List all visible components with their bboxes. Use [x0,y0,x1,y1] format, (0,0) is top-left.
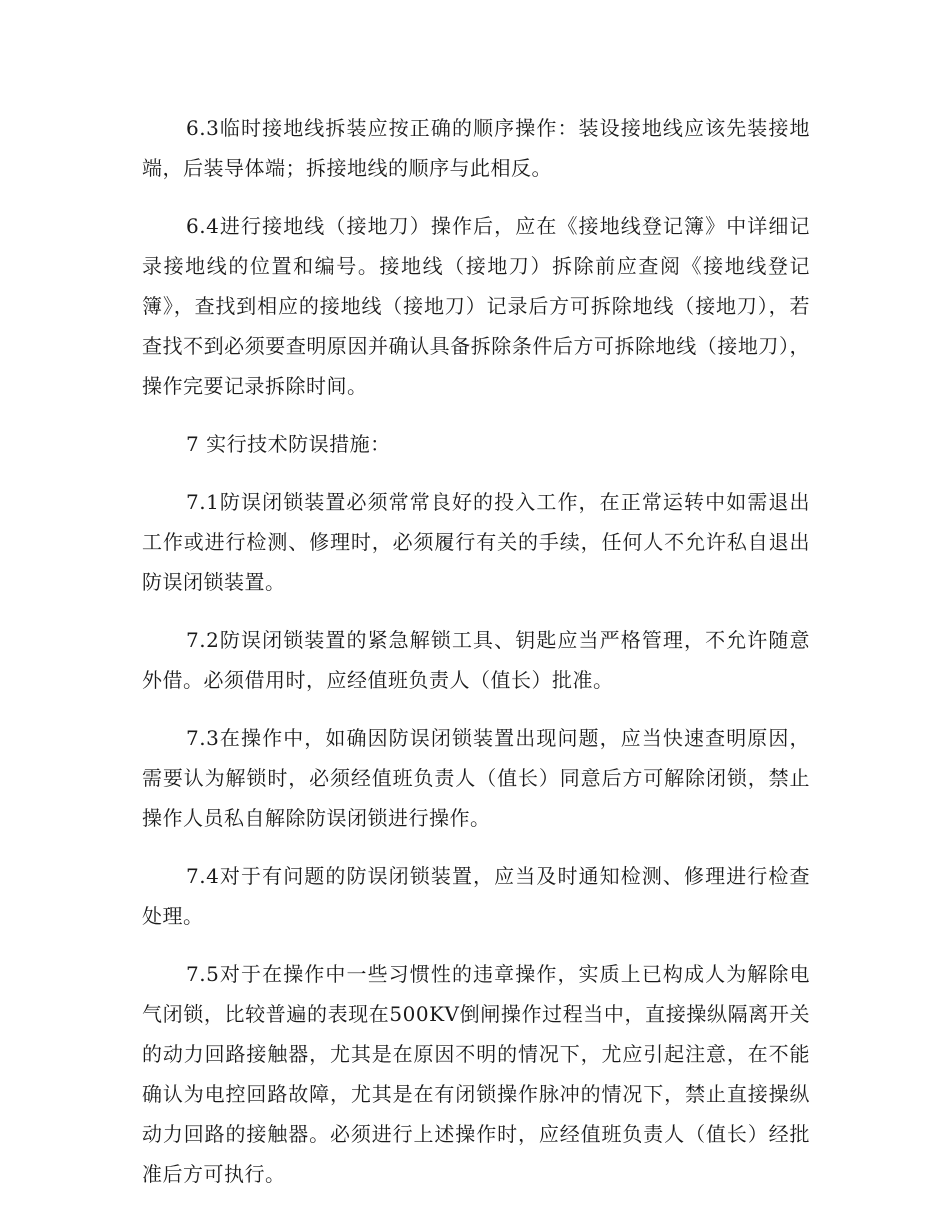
document-body [142,108,810,1212]
paragraph-7-5: 7.5对于在操作中一些习惯性的违章操作，实质上已构成人为解除电气闭锁，比较普遍的表现在500KV倒闸操作过程当中，直接操纵隔离开关的动力回路接触器，尤其是在原因不明的情况下，尤应引起注意，在不能确认为电控回路故障，尤其是在有闭锁操作脉冲的情况下，禁止直接操纵动力回路的接触器。必须进行上述操作时，应经值班负责人（值长）经批准后方可执行。 [142,962,810,1186]
paragraph-6-3: 6.3临时接地线拆装应按正确的顺序操作：装设接地线应该先装接地端，后装导体端；拆接地线的顺序与此相反。 [142,116,810,180]
paragraph-7-3: 7.3在操作中，如确因防误闭锁装置出现问题，应当快速查明原因，需要认为解锁时，必须经值班负责人（值长）同意后方可解除闭锁，禁止操作人员私自解除防误闭锁进行操作。 [142,726,810,830]
section-7-heading: 7 实行技术防误措施： [186,432,391,456]
paragraph-6-4: 6.4进行接地线（接地刀）操作后，应在《接地线登记簿》中详细记录接地线的位置和编号。接地线（接地刀）拆除前应查阅《接地线登记簿》，查找到相应的接地线（接地刀）记录后方可拆除地线（接地刀），若查找不到必须要查明原因并确认具备拆除条件后方可拆除地线（接地刀），操作完要记录拆除时间。 [142,214,810,398]
paragraph-7-4: 7.4对于有问题的防误闭锁装置，应当及时通知检测、修理进行检查处理。 [142,864,810,928]
paragraph-7-2: 7.2防误闭锁装置的紧急解锁工具、钥匙应当严格管理，不允许随意外借。必须借用时，应经值班负责人（值长）批准。 [142,628,810,692]
paragraph-7-1: 7.1防误闭锁装置必须常常良好的投入工作，在正常运转中如需退出工作或进行检测、修理时，必须履行有关的手续，任何人不允许私自退出防误闭锁装置。 [142,490,810,594]
